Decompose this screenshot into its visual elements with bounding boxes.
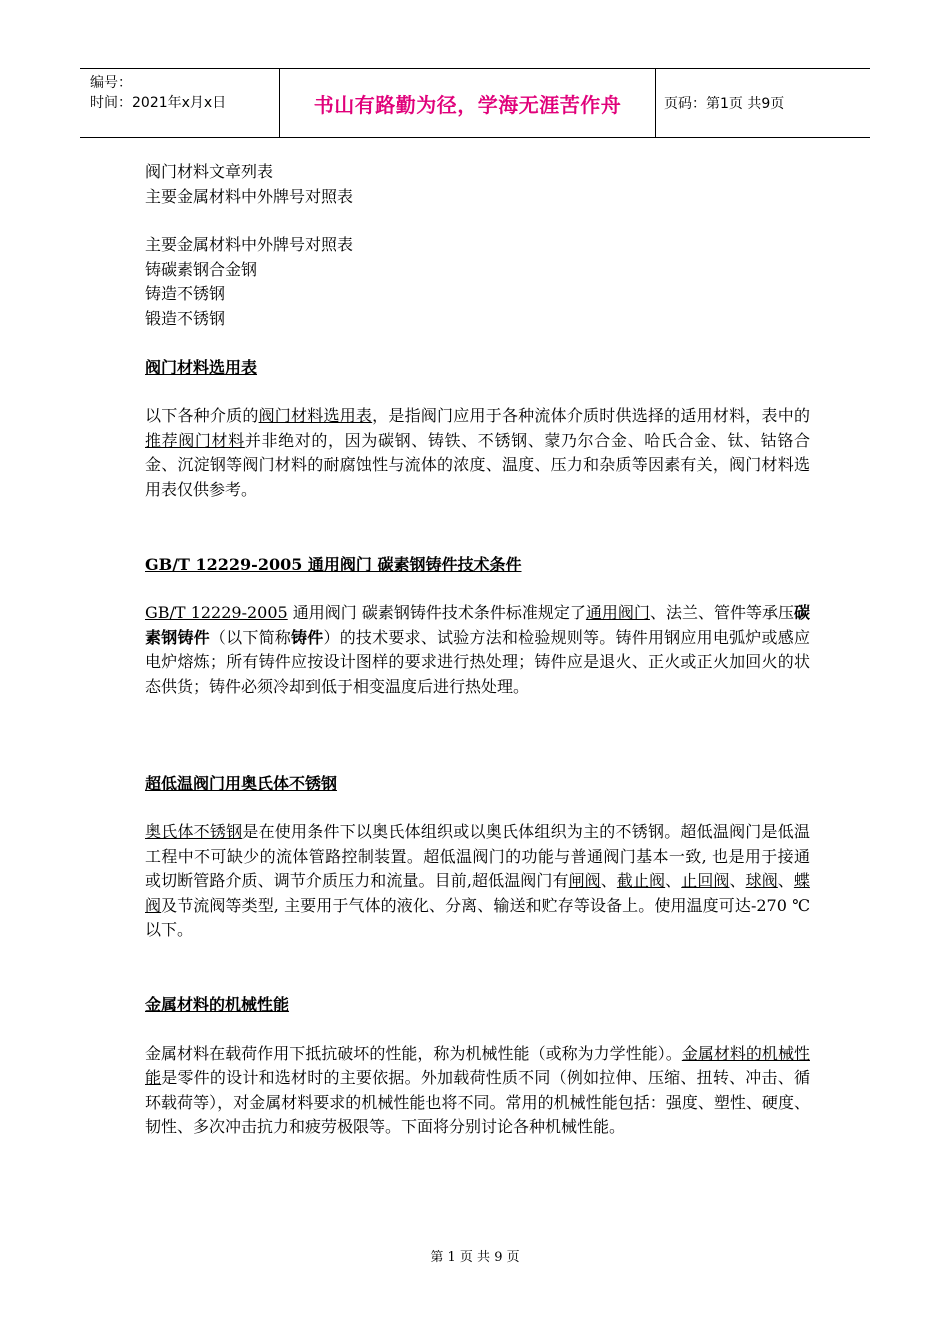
bold-casting: 铸件 xyxy=(291,627,324,647)
separator: 、 xyxy=(729,871,746,891)
text: 、法兰、管件等承压 xyxy=(649,603,794,623)
toc-line-3: 主要金属材料中外牌号对照表 xyxy=(145,235,354,255)
bold-carbon-steel-casting: 碳素钢铸件 xyxy=(145,603,810,647)
header-motto-cell xyxy=(280,69,656,137)
link-mechanical-properties[interactable]: 金属材料的机械性能 xyxy=(145,1043,810,1088)
page-footer: 第 1 页 共 9 页 xyxy=(430,1250,520,1265)
text: 通用阀门 碳素钢铸件技术条件标准规定了 xyxy=(287,603,586,623)
toc-line-2: 主要金属材料中外牌号对照表 xyxy=(145,186,354,206)
toc-line-4: 铸碳素钢合金钢 xyxy=(145,259,258,279)
link-butterfly-valve[interactable]: 蝶阀 xyxy=(145,871,810,915)
header-page-info: 页码：第1页 共9页 xyxy=(664,96,785,112)
link-globe-valve[interactable]: 截止阀 xyxy=(616,871,666,891)
text: 金属材料在载荷作用下抵抗破坏的性能，称为机械性能（或称为力学性能）。 xyxy=(145,1043,682,1063)
section-heading-valve-selection[interactable]: 阀门材料选用表 xyxy=(145,357,258,377)
toc-line-1: 阀门材料文章列表 xyxy=(145,162,274,181)
toc-line-6: 锻造不锈钢 xyxy=(145,308,226,328)
text: 并非绝对的，因为碳钢、铸铁、不锈钢、蒙乃尔合金、哈氏合金、钛、钴铬合金、沉淀钢等阀门材料的耐腐蚀性与流体的浓度、温度、压力和杂质等因素有关，阀门材料选用表仅供参考。 xyxy=(145,430,810,499)
separator: 、 xyxy=(600,871,617,891)
text: 是在使用条件下以奥氏体组织或以奥氏体组织为主的不锈钢。超低温阀门是低温工程中不可缺少的流体管路控制装置。超低温阀门的功能与普通阀门基本一致, 也是用于接通或切断管路介质、调节介质压力和流量。目前,超低温阀门有 xyxy=(145,822,810,891)
section-heading-mechanical-properties[interactable]: 金属材料的机械性能 xyxy=(145,995,290,1015)
toc-line-5: 铸造不锈钢 xyxy=(145,284,226,304)
link-valve-material-table[interactable]: 阀门材料选用表 xyxy=(258,406,373,426)
section-heading-austenitic-steel[interactable]: 超低温阀门用奥氏体不锈钢 xyxy=(145,773,338,793)
header-meta xyxy=(80,69,280,137)
page-header xyxy=(80,68,870,138)
separator: 、 xyxy=(777,871,794,891)
text: 及节流阀等类型, 主要用于气体的液化、分离、输送和贮存等设备上。使用温度可达-270 ℃以下。 xyxy=(145,895,810,940)
link-gate-valve[interactable]: 闸阀 xyxy=(568,871,601,891)
text: ）的技术要求、试验方法和检验规则等。铸件用钢应用电弧炉或感应电炉熔炼；所有铸件应按设计图样的要求进行热处理；铸件应是退火、正火或正火加回火的状态供货；铸件必须冷却到低于相变温度后进行热处理。 xyxy=(145,627,810,696)
paragraph-gbt-12229 xyxy=(145,601,810,699)
paragraph-mechanical-properties xyxy=(145,1042,810,1140)
link-recommended-valve-material[interactable]: 推荐阀门材料 xyxy=(145,430,245,450)
document-time: 时间：2021年x月x日 xyxy=(90,95,227,111)
document-body xyxy=(145,160,810,1140)
link-gbt-12229[interactable]: GB/T 12229-2005 xyxy=(145,603,288,623)
header-motto: 书山有路勤为径，学海无涯苦作舟 xyxy=(313,92,622,117)
link-ball-valve[interactable]: 球阀 xyxy=(745,871,778,891)
paragraph-valve-selection xyxy=(145,404,810,502)
text: （以下简称 xyxy=(209,627,292,647)
document-number-label: 编号： xyxy=(90,75,132,91)
link-check-valve[interactable]: 止回阀 xyxy=(681,871,730,891)
text: 是零件的设计和选材时的主要依据。外加载荷性质不同（例如拉伸、压缩、扭转、冲击、循环载荷等），对金属材料要求的机械性能也将不同。常用的机械性能包括：强度、塑性、硬度、韧性、多次冲击抗力和疲劳极限等。下面将分别讨论各种机械性能。 xyxy=(145,1068,810,1137)
section-heading-gbt-12229[interactable]: GB/T 12229-2005 通用阀门 碳素钢铸件技术条件 xyxy=(145,554,522,574)
separator: 、 xyxy=(665,871,682,891)
text: 以下各种介质的 xyxy=(145,406,259,426)
link-austenitic-stainless-steel[interactable]: 奥氏体不锈钢 xyxy=(145,822,243,842)
paragraph-austenitic-steel xyxy=(145,820,810,943)
text: ，是指阀门应用于各种流体介质时供选择的适用材料，表中的 xyxy=(372,406,810,426)
link-general-valve[interactable]: 通用阀门 xyxy=(585,603,650,623)
